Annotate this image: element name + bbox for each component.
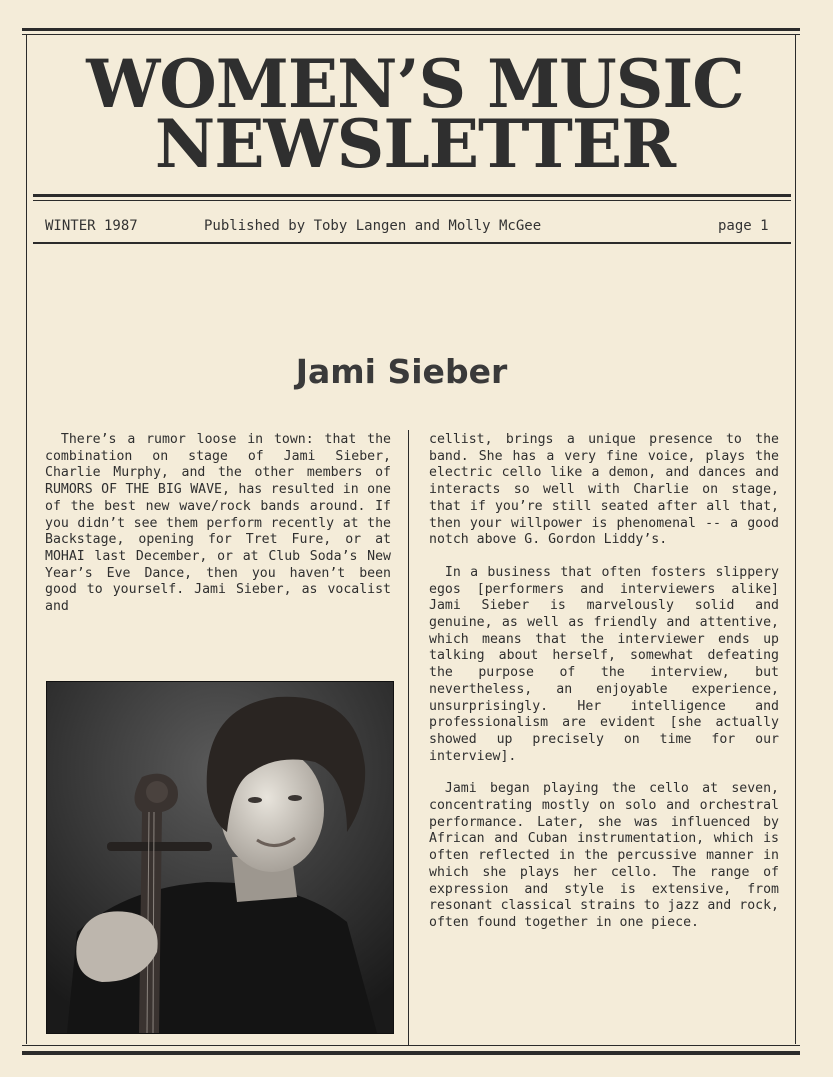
article-paragraph: In a business that often fosters slippery egos [performers and interviewers alike] Jami Sieber is marvelously solid and genuine, as well as friendly and attentive, which means that the interviewer ends up talking about herself, somewhat defeating the purpose of the interview, but nevertheless, an enjoyable experience, unsurprisingly. Her intelligence and professionalism are evident [she actually showed up precisely on time for our interview]. [429, 564, 779, 764]
article-column-2 [429, 432, 779, 932]
article-paragraph: cellist, brings a unique presence to the band. She has a very fine voice, plays the electric cello like a demon, and dances and interacts so well with Charlie on stage, that if you’re still seated after all that, then your willpower is phenomenal -- a good notch above G. Gordon Liddy’s. [429, 432, 779, 548]
article-paragraph: Jami began playing the cello at seven, concentrating mostly on solo and orchestral performance. Later, she was influenced by African and Cuban instrumentation, which is often reflected in the percussive manner in which she plays her cello. The range of expression and style is extensive, from resonant classical strains to jazz and rock, often found together in one piece. [429, 781, 779, 930]
masthead-rule-thin [33, 200, 791, 201]
bottom-rule-thin [22, 1045, 800, 1046]
column-divider [408, 430, 409, 1045]
cello-pegs [107, 842, 212, 851]
masthead-rule-thick [33, 194, 791, 197]
eye-right [288, 795, 302, 801]
masthead-line-2: NEWSLETTER [154, 105, 676, 183]
bottom-rule-thick [22, 1051, 800, 1055]
frame-right [795, 34, 796, 1044]
portrait-photo [46, 681, 394, 1034]
frame-left [26, 34, 27, 1044]
cellist-portrait [47, 682, 393, 1033]
masthead [20, 45, 810, 183]
masthead-line-1: WOMEN’S MUSIC [86, 45, 744, 123]
article-column-1 [45, 432, 391, 616]
publisher-label: Published by Toby Langen and Molly McGee [204, 218, 542, 234]
page-number: page 1 [718, 218, 769, 234]
eye-left [248, 797, 262, 803]
cello-scroll [146, 781, 168, 803]
article-paragraph: There’s a rumor loose in town: that the combination on stage of Jami Sieber, Charlie Murphy, and the other members of RUMORS OF THE BIG WAVE, has resulted in one of the best new wave/rock bands around. If you didn’t see them perform recently at the Backstage, opening for Tret Fure, or at MOHAI last December, or at Club Soda’s New Year’s Eve Dance, then you haven’t been good to yourself. Jami Sieber, as vocalist and [45, 432, 391, 615]
top-rule-thin [22, 34, 800, 35]
issue-label: WINTER 1987 [45, 218, 138, 234]
infobar-rule [33, 242, 791, 244]
article-headline: Jami Sieber [295, 352, 508, 391]
top-rule-thick [22, 28, 800, 31]
